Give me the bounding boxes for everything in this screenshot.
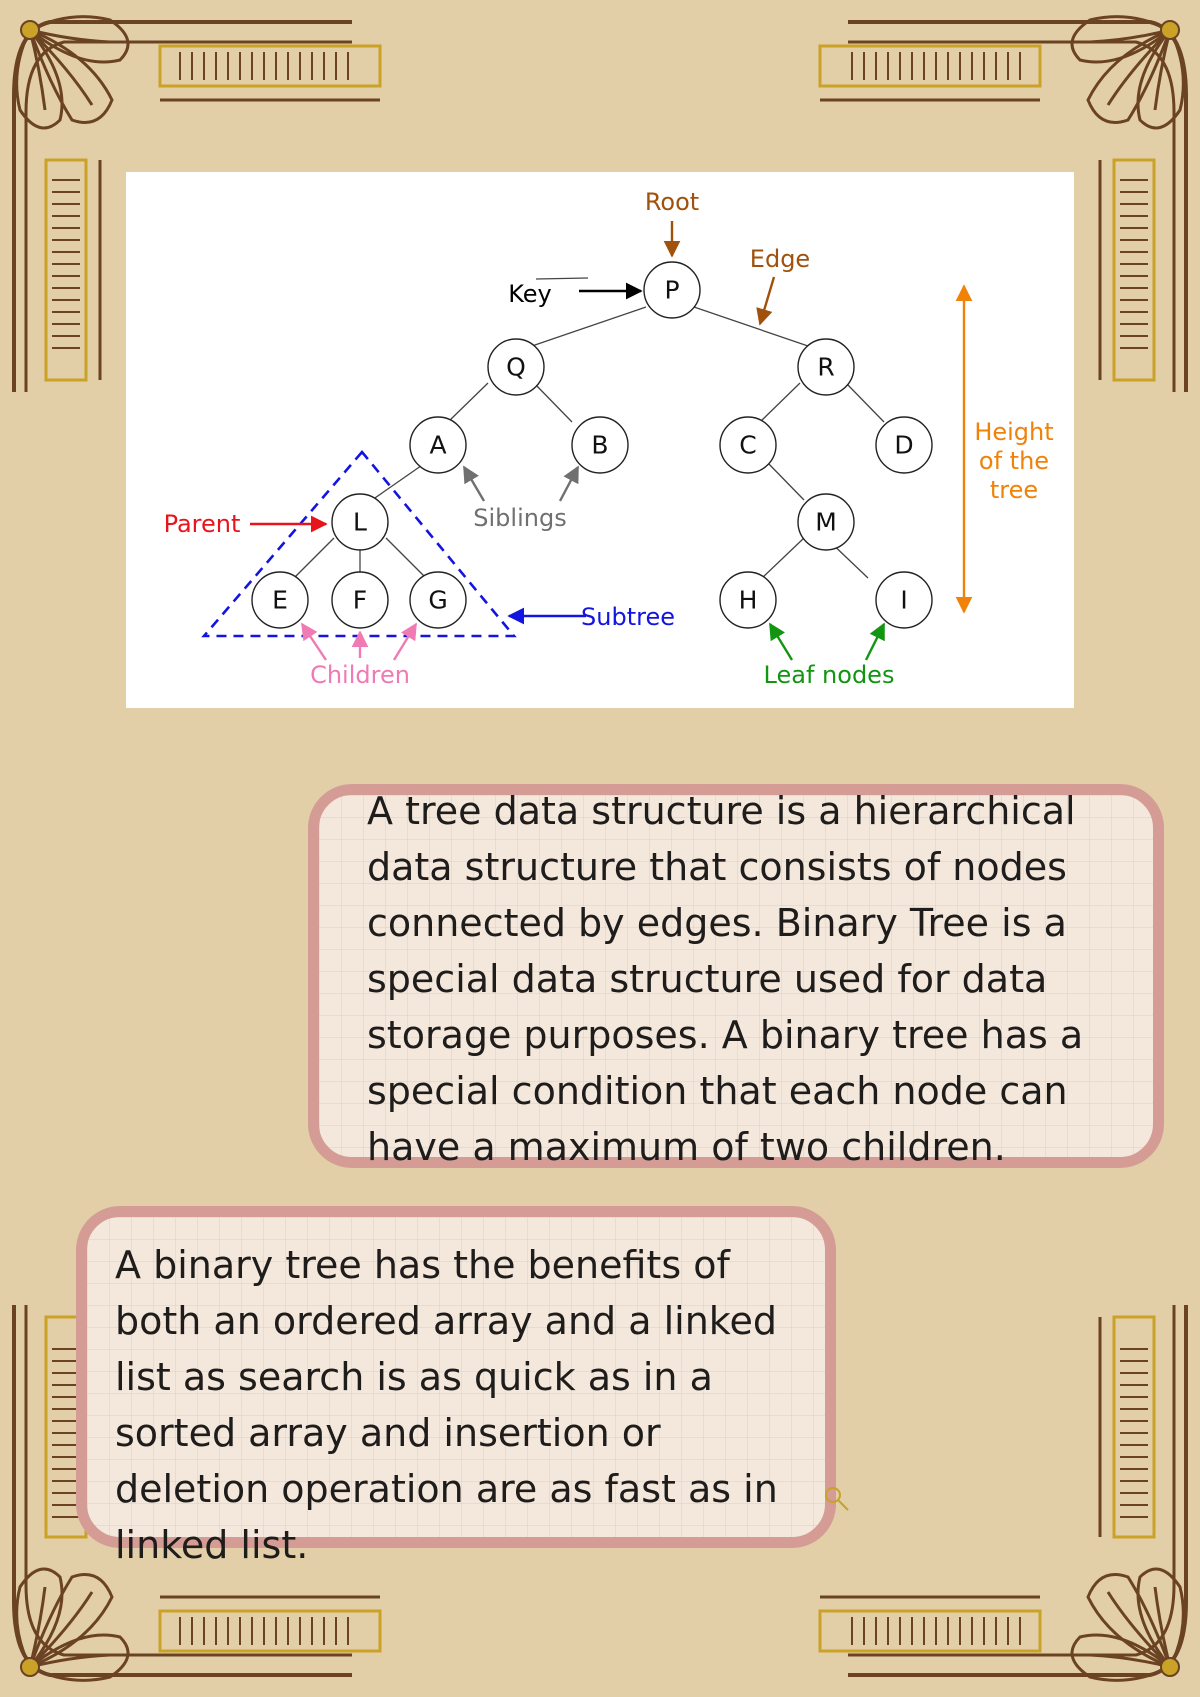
edge-q-b	[534, 383, 572, 422]
edge-c-m	[766, 461, 804, 500]
svg-text:B: B	[591, 430, 609, 460]
definition-text: A tree data structure is a hierarchical data structure that consists of nodes connected by edges. Binary Tree is a special data structure used for data storage purposes. A binary tree has a special condition that each node can have a maximum of two children.	[367, 789, 1084, 1169]
edge-arrow	[760, 277, 774, 324]
svg-text:Q: Q	[506, 352, 526, 382]
leaf-arrow-h	[770, 624, 792, 660]
corner-ornament-bottom-right	[800, 1297, 1200, 1697]
edge-label: Edge	[749, 245, 811, 273]
node-a	[410, 417, 466, 473]
subtree-label: Subtree	[581, 603, 675, 631]
node-c	[720, 417, 776, 473]
edge-p-q	[536, 278, 588, 279]
definition-box	[308, 784, 1164, 1168]
leaf-nodes-label: Leaf nodes	[763, 661, 895, 689]
siblings-label: Siblings	[473, 504, 567, 532]
root-label: Root	[644, 188, 700, 216]
node-p	[644, 262, 700, 318]
edge-p-r	[694, 307, 808, 346]
key-label: Key	[508, 280, 552, 308]
svg-text:H: H	[738, 585, 758, 615]
children-arrow-e	[302, 624, 326, 660]
svg-text:G: G	[428, 585, 448, 615]
height-label-line3: tree	[989, 476, 1039, 504]
children-arrow-g	[394, 624, 416, 660]
node-f	[332, 572, 388, 628]
node-r	[798, 339, 854, 395]
leaf-arrow-i	[866, 624, 884, 660]
svg-text:A: A	[429, 430, 447, 460]
svg-text:R: R	[817, 352, 835, 382]
node-i	[876, 572, 932, 628]
siblings-arrow-b	[560, 467, 578, 501]
edge-r-c	[760, 383, 800, 422]
svg-text:P: P	[664, 275, 680, 305]
children-label: Children	[310, 661, 410, 689]
node-g	[410, 572, 466, 628]
svg-text:E: E	[272, 585, 288, 615]
node-l	[332, 494, 388, 550]
tree-diagram	[126, 172, 1074, 708]
svg-text:D: D	[894, 430, 914, 460]
parent-label: Parent	[163, 510, 241, 538]
edge-q-a	[448, 383, 488, 422]
svg-text:C: C	[739, 430, 757, 460]
siblings-arrow-a	[464, 467, 484, 501]
edge-l-e	[294, 538, 334, 578]
height-label-line1: Height	[974, 418, 1054, 446]
node-m	[798, 494, 854, 550]
svg-text:I: I	[900, 585, 908, 615]
node-e	[252, 572, 308, 628]
benefits-box	[76, 1206, 836, 1567]
edge-m-h	[762, 538, 804, 578]
node-d	[876, 417, 932, 473]
svg-text:M: M	[815, 507, 837, 537]
node-b	[572, 417, 628, 473]
node-q	[488, 339, 544, 395]
height-label-line2: of the	[978, 447, 1050, 475]
svg-text:F: F	[352, 585, 368, 615]
edge-l-g	[386, 538, 426, 578]
svg-text:L: L	[353, 507, 367, 537]
edge-r-d	[846, 383, 884, 422]
benefits-text: A binary tree has the benefits of both an ordered array and a linked list as search is as quick as in a sorted array and insertion or deletion operation are as fast as in linked list.	[115, 1243, 778, 1567]
edge-p-q-main	[532, 307, 646, 346]
magnifier-icon	[822, 1484, 852, 1514]
node-h	[720, 572, 776, 628]
